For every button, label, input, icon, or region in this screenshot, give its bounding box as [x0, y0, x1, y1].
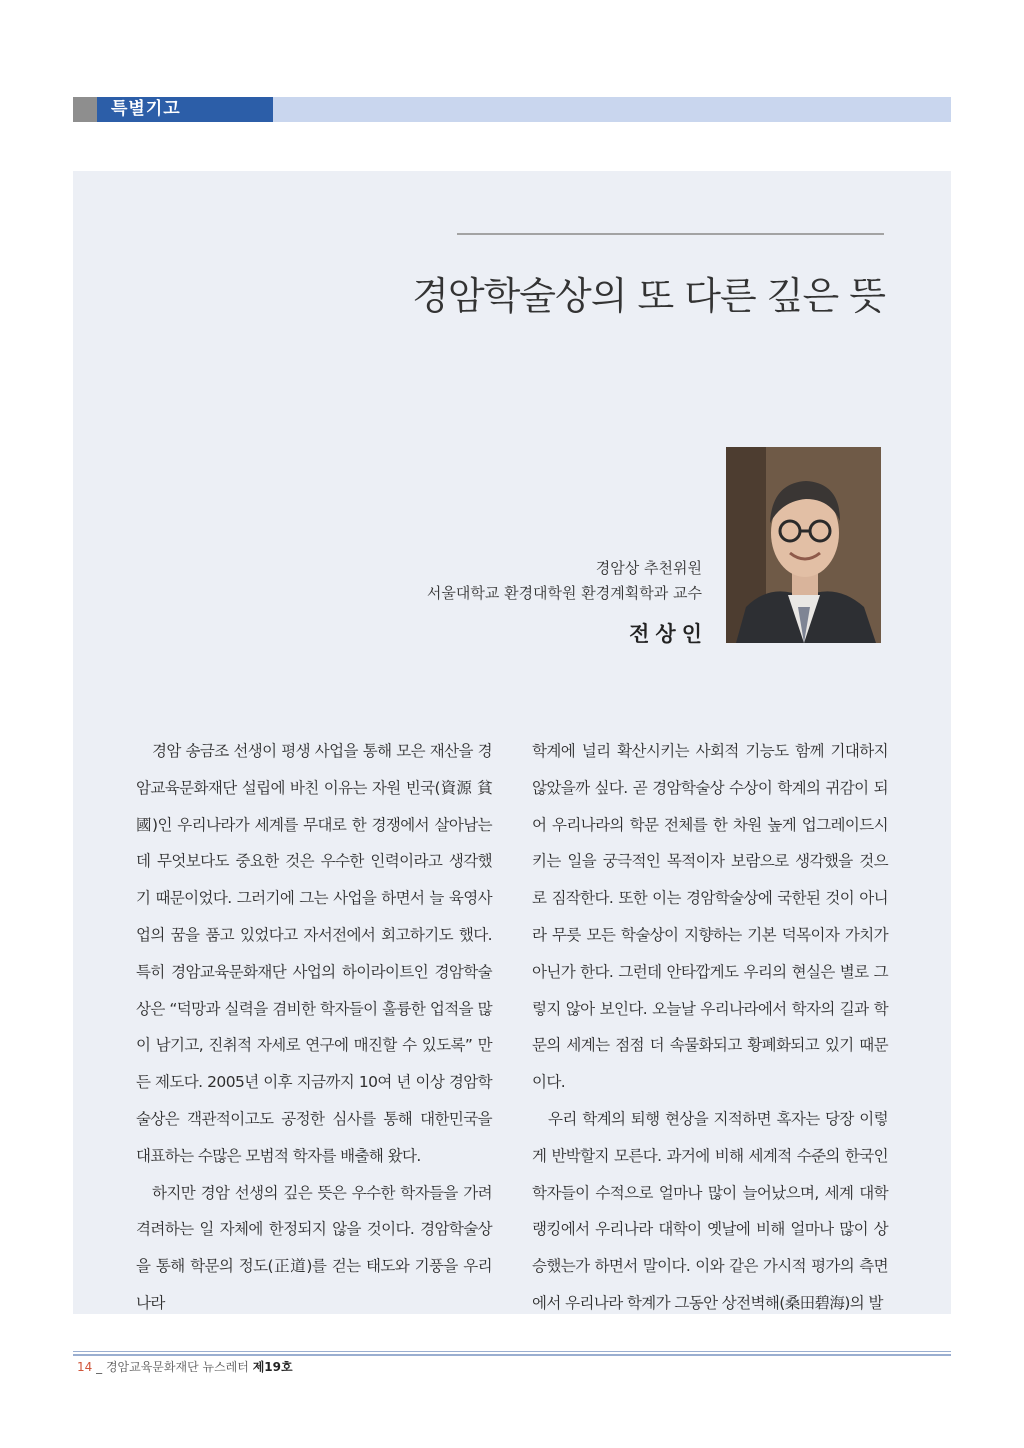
title-divider — [457, 233, 884, 235]
author-name: 전상인 — [629, 621, 708, 646]
page-footer — [77, 1358, 293, 1375]
paragraph: 우리 학계의 퇴행 현상을 지적하면 혹자는 당장 이렇게 반박할지 모른다. 과거에 비해 세계적 수준의 한국인 학자들이 수적으로 얼마나 많이 늘어났으며, 세계 대학 랭킹에서 우리나라 대학이 옛날에 비해 얼마나 많이 상승했는가 하면서 말이다. 이와 같은 가시적 평가의 측면에서 우리나라 학계가 그동안 상전벽해(桑田碧海)의 발 — [532, 1109, 888, 1312]
footer-divider-thick — [73, 1354, 951, 1356]
paragraph: 학계에 널리 확산시키는 사회적 기능도 함께 기대하지 않았을까 싶다. 곧 경암학술상 수상이 학계의 귀감이 되어 우리나라의 학문 전체를 한 차원 높게 업그레이드시키는 일을 궁극적인 목적이자 보람으로 생각했을 것으로 짐작한다. 또한 이는 경암학술상에 국한된 것이 아니라 무릇 모든 학술상이 지향하는 기본 덕목이자 가치가 아닌가 한다. 그런데 안타깝게도 우리의 현실은 별로 그렇지 않아 보인다. 오늘날 우리나라에서 학자의 길과 학문의 세계는 점점 더 속물화되고 황폐화되고 있기 때문이다. — [532, 742, 888, 1092]
author-affiliation: 서울대학교 환경대학원 환경계획학과 교수 — [426, 584, 702, 602]
paragraph: 하지만 경암 선생의 깊은 뜻은 우수한 학자들을 가려 격려하는 일 자체에 한정되지 않을 것이다. 경암학술상을 통해 학문의 정도(正道)를 걷는 태도와 기풍을 우리나라 — [136, 1183, 492, 1312]
author-photo — [726, 447, 881, 643]
publication-name: 경암교육문화재단 뉴스레터 — [105, 1360, 249, 1374]
author-portrait-illustration — [726, 447, 881, 643]
section-label: 특별기고 — [97, 97, 273, 122]
page-number: 14 — [77, 1360, 93, 1374]
footer-divider — [73, 1351, 951, 1352]
issue-number: 제19호 — [252, 1360, 293, 1374]
article-column-left — [136, 733, 492, 1322]
section-header-bar — [73, 97, 951, 122]
author-block — [426, 556, 708, 648]
footer-separator: _ — [96, 1360, 103, 1374]
paragraph: 경암 송금조 선생이 평생 사업을 통해 모은 재산을 경암교육문화재단 설립에 바친 이유는 자원 빈국(資源 貧國)인 우리나라가 세계를 무대로 한 경쟁에서 살아남는데 무엇보다도 중요한 것은 우수한 인력이라고 생각했기 때문이었다. 그러기에 그는 사업을 하면서 늘 육영사업의 꿈을 품고 있었다고 자서전에서 회고하기도 했다. 특히 경암교육문화재단 사업의 하이라이트인 경암학술상은 “덕망과 실력을 겸비한 학자들이 훌륭한 업적을 많이 남기고, 진취적 자세로 연구에 매진할 수 있도록” 만든 제도다. 2005년 이후 지금까지 10여 년 이상 경암학술상은 객관적이고도 공정한 심사를 통해 대한민국을 대표하는 수많은 모범적 학자를 배출해 왔다. — [136, 742, 492, 1165]
article-column-right — [532, 733, 888, 1322]
article-title: 경암학술상의 또 다른 깊은 뜻 — [412, 274, 885, 318]
author-role: 경암상 추천위원 — [595, 559, 702, 577]
section-bar-marker — [73, 97, 97, 122]
